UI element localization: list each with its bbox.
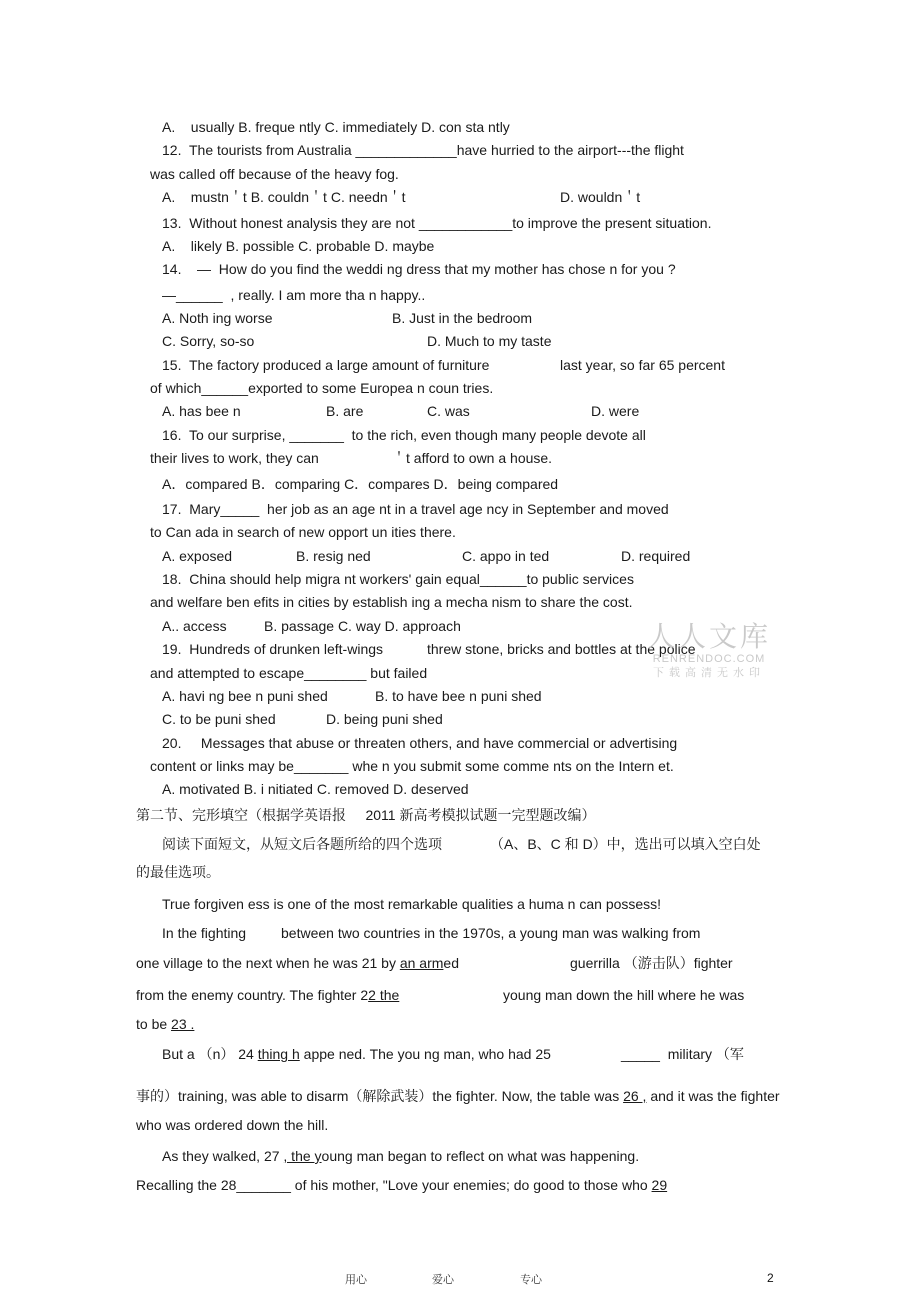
text-segment: to Can ada in search of new opport un ities there. <box>150 524 456 540</box>
text-line <box>560 188 640 206</box>
text-segment: 的最佳选项。 <box>136 864 220 880</box>
text-segment: Recalling the 28_______ of his mother, "Love your enemies; do good to those who <box>136 1177 652 1193</box>
text-line <box>162 118 510 136</box>
text-segment: content or links may be_______ whe n you submit some comme nts on the Intern et. <box>150 758 674 774</box>
text-line <box>162 895 661 913</box>
text-segment: C. Sorry, so-so <box>162 333 255 349</box>
text-segment: In the fighting <box>162 925 247 941</box>
underlined-segment: an arm <box>399 955 444 971</box>
text-segment: A. likely B. possible C. probable D. maybe <box>162 238 435 254</box>
text-line <box>162 402 241 420</box>
text-line <box>162 734 677 752</box>
text-line <box>162 835 442 853</box>
text-line <box>162 356 489 374</box>
text-line <box>162 617 227 635</box>
text-segment: D. being puni shed <box>326 711 443 727</box>
text-segment: ed <box>443 955 459 971</box>
text-segment: （A、B、C 和 D）中，选出可以填入空白处 <box>490 836 761 852</box>
underlined-segment: 23 . <box>171 1016 195 1032</box>
text-segment: A. motivated B. i nitiated C. removed D. deserved <box>162 781 469 797</box>
text-line <box>591 402 639 420</box>
text-line <box>375 687 542 705</box>
text-line <box>162 570 634 588</box>
text-segment: 第二节、完形填空（根据学英语报 2011 新高考模拟试题一完型题改编） <box>136 807 596 823</box>
text-line <box>490 835 761 853</box>
text-line <box>162 214 711 232</box>
text-line <box>427 402 470 420</box>
text-line <box>136 806 595 824</box>
text-segment: 12. The tourists from Australia _____________have hurried to the airport---the flight <box>162 142 684 158</box>
text-segment: C. appo in ted <box>462 548 550 564</box>
text-segment: 20. Messages that abuse or threaten others, and have commercial or advertising <box>162 735 678 751</box>
text-line <box>427 332 551 350</box>
text-segment: 阅读下面短文，从短文后各题所给的四个选项 <box>162 836 442 852</box>
text-line <box>136 863 220 881</box>
text-line <box>162 1045 551 1063</box>
text-line <box>462 547 549 565</box>
text-line <box>392 449 552 467</box>
text-line <box>264 617 461 635</box>
text-line <box>281 924 700 942</box>
underlined-segment: 26 , <box>623 1088 647 1104</box>
text-segment: from the enemy country. The fighter 2 <box>136 987 369 1003</box>
page-number: 2 <box>767 1271 774 1285</box>
footer-item-aixin: 爱心 <box>432 1274 454 1286</box>
text-segment: appe ned. The you ng man, who had 25 <box>299 1046 551 1062</box>
text-segment: one village to the next when he was 21 by <box>136 955 400 971</box>
text-segment: A. usually B. freque ntly C. immediately D. con sta ntly <box>162 119 510 135</box>
text-line <box>162 710 276 728</box>
text-segment: oung man began to reflect on what was happening. <box>321 1148 640 1164</box>
text-segment: 18. China should help migra nt workers' gain equal______to public services <box>162 571 634 587</box>
text-line <box>150 523 456 541</box>
text-segment: As they walked, 27 <box>162 1148 284 1164</box>
text-line <box>570 954 733 972</box>
text-segment: B. passage C. way D. approach <box>264 618 461 634</box>
text-segment: A. mustn＇t B. couldn＇t C. needn＇t <box>162 189 406 205</box>
underlined-segment: 29 <box>651 1177 668 1193</box>
text-line <box>162 780 469 798</box>
text-line <box>162 640 383 658</box>
text-line <box>162 188 406 206</box>
text-line <box>162 924 246 942</box>
text-segment: 16. To our surprise, _______ to the rich, even though many people devote all <box>162 427 646 443</box>
text-line <box>150 757 674 775</box>
text-line <box>136 986 399 1004</box>
text-segment: B. to have bee n puni shed <box>375 688 542 704</box>
text-line <box>150 664 427 682</box>
text-line <box>621 547 690 565</box>
text-segment: to be <box>136 1016 172 1032</box>
text-line <box>162 260 676 278</box>
text-segment: was called off because of the heavy fog. <box>150 166 399 182</box>
watermark-slogan: 下载高清无水印 <box>653 667 765 679</box>
text-segment: and it was the fighter <box>646 1088 780 1104</box>
watermark <box>644 622 774 680</box>
underlined-segment: , the y <box>283 1148 322 1164</box>
text-segment: _____ military （军 <box>621 1046 744 1062</box>
text-line <box>136 1176 667 1194</box>
footer-item-zhuanxin: 专心 <box>520 1274 542 1286</box>
text-line <box>136 1087 780 1105</box>
text-line <box>296 547 371 565</box>
text-segment: 19. Hundreds of drunken left-wings <box>162 641 384 657</box>
text-segment: 15. The factory produced a large amount of furniture <box>162 357 490 373</box>
text-segment: A.. access <box>162 618 227 634</box>
text-segment: and welfare ben efits in cities by establish ing a mecha nism to share the cost. <box>150 594 633 610</box>
text-line <box>150 379 493 397</box>
underlined-segment: 2 the <box>368 987 400 1003</box>
text-segment: their lives to work, they can <box>150 450 319 466</box>
text-segment: between two countries in the 1970s, a young man was walking from <box>281 925 701 941</box>
text-line <box>162 475 558 493</box>
text-line <box>162 547 232 565</box>
text-segment: B. resig ned <box>296 548 371 564</box>
text-line <box>162 237 434 255</box>
text-line <box>162 286 425 304</box>
text-segment: A. has bee n <box>162 403 241 419</box>
text-line <box>150 165 399 183</box>
text-segment: A. exposed <box>162 548 233 564</box>
text-segment: 13. Without honest analysis they are not ____________to improve the present situation. <box>162 215 712 231</box>
text-line <box>621 1045 744 1063</box>
text-segment: D. required <box>621 548 691 564</box>
text-segment: who was ordered down the hill. <box>136 1117 329 1133</box>
text-line <box>136 954 459 972</box>
underlined-segment: thing h <box>257 1046 300 1062</box>
text-segment: A. Noth ing worse <box>162 310 273 326</box>
footer-item-yongxin: 用心 <box>345 1274 367 1286</box>
text-line <box>162 141 684 159</box>
text-line <box>560 356 725 374</box>
text-line <box>326 710 443 728</box>
text-segment: B. are <box>326 403 364 419</box>
watermark-title: 人人文库 <box>646 620 771 653</box>
text-segment: 17. Mary_____ her job as an age nt in a travel age ncy in September and moved <box>162 501 669 517</box>
text-line <box>136 1116 328 1134</box>
text-segment: 事的）training, was able to disarm（解除武装）the fighter. Now, the table was <box>136 1088 624 1104</box>
text-segment: D. were <box>591 403 640 419</box>
text-line <box>136 1015 194 1033</box>
text-line <box>150 449 319 467</box>
text-line <box>503 986 744 1004</box>
text-segment: —______ , really. I am more tha n happy.. <box>162 287 426 303</box>
text-segment: A．compared B．comparing C．compares D．being compared <box>162 476 559 492</box>
text-segment: 14. — How do you find the weddi ng dress that my mother has chose n for you ? <box>162 261 676 277</box>
text-segment: But a （n） 24 <box>162 1046 258 1062</box>
text-segment: ＇t afford to own a house. <box>392 450 553 466</box>
text-segment: D. Much to my taste <box>427 333 552 349</box>
text-segment: guerrilla （游击队）fighter <box>570 955 733 971</box>
text-segment: young man down the hill where he was <box>503 987 745 1003</box>
text-segment: threw stone, bricks and bottles at the police <box>427 641 696 657</box>
text-segment: and attempted to escape________ but failed <box>150 665 428 681</box>
text-segment: D. wouldn＇t <box>560 189 641 205</box>
text-segment: A. havi ng bee n puni shed <box>162 688 328 704</box>
text-segment: C. was <box>427 403 470 419</box>
text-line <box>392 309 532 327</box>
text-segment: of which______exported to some Europea n coun tries. <box>150 380 494 396</box>
text-line <box>162 500 669 518</box>
watermark-domain: RENRENDOC.COM <box>652 653 766 665</box>
text-line <box>162 426 646 444</box>
text-segment: B. Just in the bedroom <box>392 310 533 326</box>
text-segment: C. to be puni shed <box>162 711 276 727</box>
text-line <box>162 309 273 327</box>
text-line <box>150 593 632 611</box>
text-line <box>326 402 363 420</box>
text-segment: True forgiven ess is one of the most remarkable qualities a huma n can possess! <box>162 896 662 912</box>
text-line <box>162 1147 639 1165</box>
text-line <box>162 332 254 350</box>
text-segment: last year, so far 65 percent <box>560 357 725 373</box>
text-line <box>162 687 328 705</box>
